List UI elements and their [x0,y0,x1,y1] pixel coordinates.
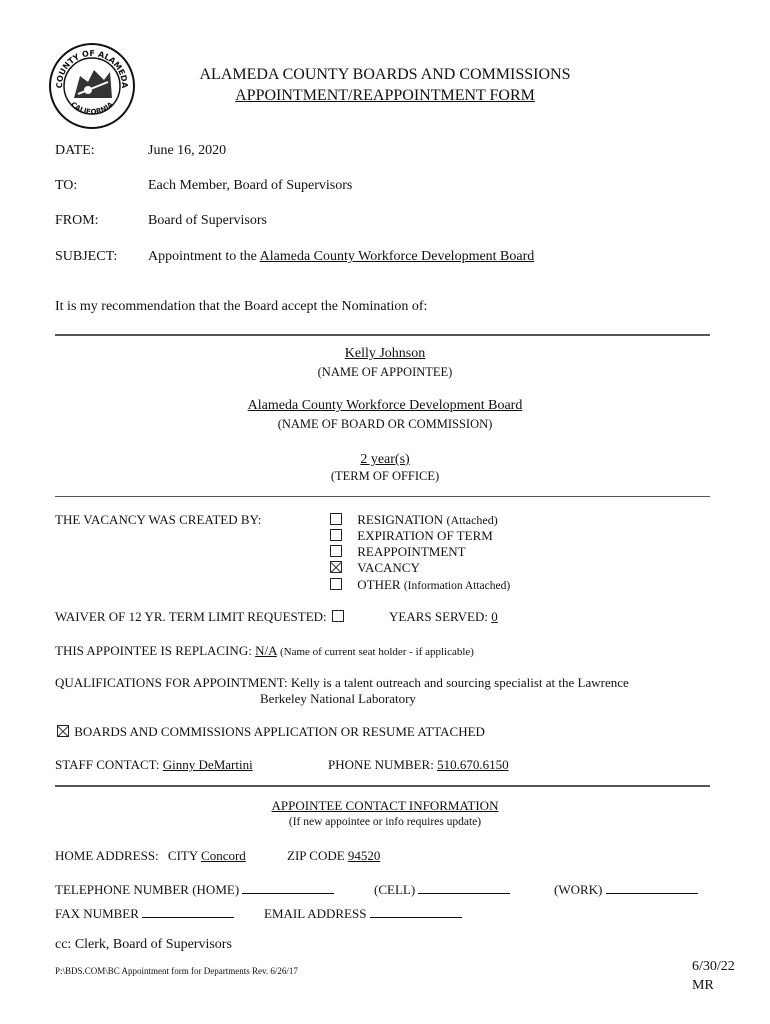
qualifications-row: QUALIFICATIONS FOR APPOINTMENT: Kelly is a talent outreach and sourcing specialist at the Lawrence [55,675,629,690]
phone-number: PHONE NUMBER: 510.670.6150 [328,757,509,772]
zip-row: ZIP CODE 94520 [287,848,381,863]
vacancy-label: THE VACANCY WAS CREATED BY: [55,512,262,527]
form-title: ALAMEDA COUNTY BOARDS AND COMMISSIONS [199,66,571,83]
waiver-checkbox[interactable] [332,610,344,622]
svg-text:CALIFORNIA: CALIFORNIA [69,100,115,117]
subject-label: SUBJECT: [55,249,118,264]
board-name: Alameda County Workforce Development Board [247,398,523,413]
replacing-value: N/A [255,643,277,658]
term-value: 2 year(s) [360,452,410,467]
telephone-cell: (CELL) [374,881,510,898]
recommendation-text: It is my recommendation that the Board accept the Nomination of: [55,299,428,314]
fax-number: FAX NUMBER [55,905,234,922]
application-attached-checkbox[interactable] [57,725,69,737]
county-seal [48,42,136,130]
years-served: YEARS SERVED: 0 [389,609,498,624]
vacancy-option-reappointment[interactable]: REAPPOINTMENT [330,544,466,560]
from-label: FROM: [55,213,99,228]
qualifications-line2: Berkeley National Laboratory [260,691,416,706]
application-attached-row[interactable]: BOARDS AND COMMISSIONS APPLICATION OR RESUME ATTACHED [57,724,485,740]
checkbox-expiration[interactable] [330,529,342,541]
replacing-row: THIS APPOINTEE IS REPLACING: N/A (Name of current seat holder - if applicable) [55,643,474,658]
to-value: Each Member, Board of Supervisors [148,178,353,193]
appointee-name: Kelly Johnson [344,346,426,361]
vacancy-option-resignation[interactable]: RESIGNATION (Attached) [330,512,498,528]
city-value: Concord [201,848,246,863]
waiver-row [55,609,344,625]
qualifications-line1: Kelly is a talent outreach and sourcing specialist at the Lawrence [290,675,629,690]
staff-contact: STAFF CONTACT: Ginny DeMartini [55,757,253,772]
checkbox-vacancy-checked[interactable] [330,561,342,573]
telephone-cell-field[interactable] [418,881,510,894]
divider [55,785,710,787]
checkbox-reappointment[interactable] [330,545,342,557]
phone-number-value: 510.670.6150 [437,757,509,772]
telephone-work: (WORK) [554,881,698,898]
email-address: EMAIL ADDRESS [264,905,462,922]
from-value: Board of Supervisors [148,213,267,228]
board-name-caption: (NAME OF BOARD OR COMMISSION) [277,417,493,431]
telephone-work-field[interactable] [606,881,698,894]
svg-text:COUNTY OF ALAMEDA: COUNTY OF ALAMEDA [54,48,130,89]
subject-line [148,249,534,265]
appointee-name-caption: (NAME OF APPOINTEE) [317,365,453,379]
contact-subheading: (If new appointee or info requires update) [288,816,482,828]
to-label: TO: [55,178,78,193]
replacing-note: (Name of current seat holder - if applicable) [280,646,474,658]
subject-value: Alameda County Workforce Development Board [259,249,535,264]
telephone-home-field[interactable] [242,881,334,894]
years-served-value: 0 [491,609,498,624]
waiver-label: WAIVER OF 12 YR. TERM LIMIT REQUESTED: [55,609,327,624]
footer-initials: MR [692,978,714,993]
vacancy-option-other[interactable]: OTHER (Information Attached) [330,577,510,593]
form-subtitle: APPOINTMENT/REAPPOINTMENT FORM [235,87,535,104]
subject-prefix: Appointment to the [148,249,257,264]
contact-heading: APPOINTEE CONTACT INFORMATION [271,798,499,813]
fax-number-field[interactable] [142,905,234,918]
cc-line: cc: Clerk, Board of Supervisors [55,937,232,952]
checkbox-other[interactable] [330,578,342,590]
telephone-home: TELEPHONE NUMBER (HOME) [55,881,334,898]
footer-date: 6/30/22 [692,959,735,974]
date-value: June 16, 2020 [148,143,227,158]
file-path: P:\BDS.COM\BC Appointment form for Departments Rev. 6/26/17 [55,966,298,976]
vacancy-option-expiration[interactable]: EXPIRATION OF TERM [330,528,493,544]
vacancy-option-vacancy[interactable]: VACANCY [330,560,420,576]
checkbox-resignation[interactable] [330,513,342,525]
divider [55,496,710,497]
staff-contact-value: Ginny DeMartini [162,757,253,772]
zip-value: 94520 [347,848,381,863]
term-caption: (TERM OF OFFICE) [330,469,440,483]
home-address-row: HOME ADDRESS: CITY Concord [55,848,246,863]
date-label: DATE: [55,143,95,158]
divider [55,334,710,336]
email-address-field[interactable] [370,905,462,918]
